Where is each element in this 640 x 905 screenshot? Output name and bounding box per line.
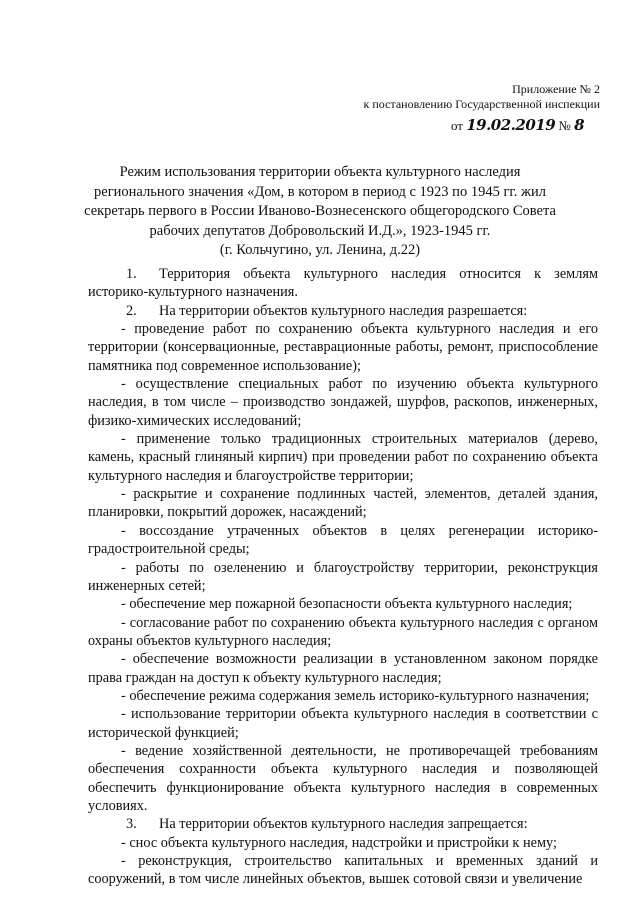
item-text: На территории объектов культурного наследия разрешается: [159, 302, 528, 319]
list-item: - реконструкция, строительство капитальных и временных зданий и сооружений, в том числе линейных объектов, вышек сотовой связи и увеличение [88, 853, 598, 888]
list-item: - снос объекта культурного наследия, надстройки и пристройки к нему; [121, 834, 557, 851]
title-line: рабочих депутатов Добровольский И.Д.», 1923-1945 гг. [149, 222, 491, 239]
list-item: - применение только традиционных строительных материалов (дерево, камень, красный глиняный кирпич) при проведении работ по сохранению объекта культурного наследия и благоустройстве территории; [88, 431, 598, 484]
date-number-line [451, 116, 584, 134]
item-number: 1. [126, 266, 137, 282]
list-item: - проведение работ по сохранению объекта культурного наследия и его территории (консервационные, реставрационные работы, ремонт, приспособление памятника под современное использование); [88, 321, 598, 374]
document-title [70, 163, 570, 261]
list-item: - обеспечение режима содержания земель историко-культурного назначения; [121, 687, 590, 704]
date-prefix: от [450, 118, 463, 133]
list-item: - использование территории объекта культурного наследия в соответствии с исторической функцией; [88, 706, 598, 741]
handwritten-number: 8 [574, 116, 584, 134]
title-line: секретарь первого в России Иваново-Вознесенского общегородского Совета [84, 203, 556, 220]
list-item: - ведение хозяйственной деятельности, не противоречащей требованиям обеспечения сохранности объекта культурного наследия и позволяющей обеспечить функционирование объекта культурного наследия в современных условиях. [88, 742, 598, 814]
document-body [88, 265, 598, 889]
appendix-header [300, 82, 600, 112]
list-item: - обеспечение возможности реализации в установленном законом порядке права граждан на доступ к объекту культурного наследия; [88, 651, 598, 686]
list-item: - согласование работ по сохранению объекта культурного наследия с органом охраны объектов культурного наследия; [88, 614, 598, 649]
item-number: 3. [126, 816, 137, 833]
appendix-number: Приложение № 2 [512, 82, 600, 96]
numbered-item [88, 265, 598, 302]
item-text: На территории объектов культурного наследия запрещается: [159, 816, 528, 833]
number-prefix: № [558, 118, 571, 133]
list-item: - работы по озеленению и благоустройству территории, реконструкция инженерных сетей; [88, 559, 598, 594]
item-text: Территория объекта культурного наследия относится к землям историко-культурного назначения. [88, 266, 598, 301]
numbered-item [88, 815, 598, 833]
title-address: (г. Кольчугино, ул. Ленина, д.22) [219, 242, 421, 259]
list-item: - раскрытие и сохранение подлинных частей, элементов, деталей здания, планировки, покрытий дорожек, насаждений; [88, 486, 598, 521]
list-item: - обеспечение мер пожарной безопасности объекта культурного наследия; [121, 596, 573, 613]
numbered-item [88, 302, 598, 320]
appendix-reference: к постановлению Государственной инспекции [363, 97, 600, 111]
title-line: регионального значения «Дом, в котором в период с 1923 по 1945 гг. жил [94, 183, 546, 200]
item-number: 2. [126, 302, 137, 319]
handwritten-date: 19.02.2019 [466, 116, 556, 134]
list-item: - воссоздание утраченных объектов в целях регенерации историко-градостроительной среды; [88, 522, 598, 558]
list-item: - осуществление специальных работ по изучению объекта культурного наследия, в том числе – производство зондажей, шурфов, раскопов, инженерных, физико-химических исследований; [88, 376, 598, 429]
title-line: Режим использования территории объекта культурного наследия [119, 164, 521, 180]
